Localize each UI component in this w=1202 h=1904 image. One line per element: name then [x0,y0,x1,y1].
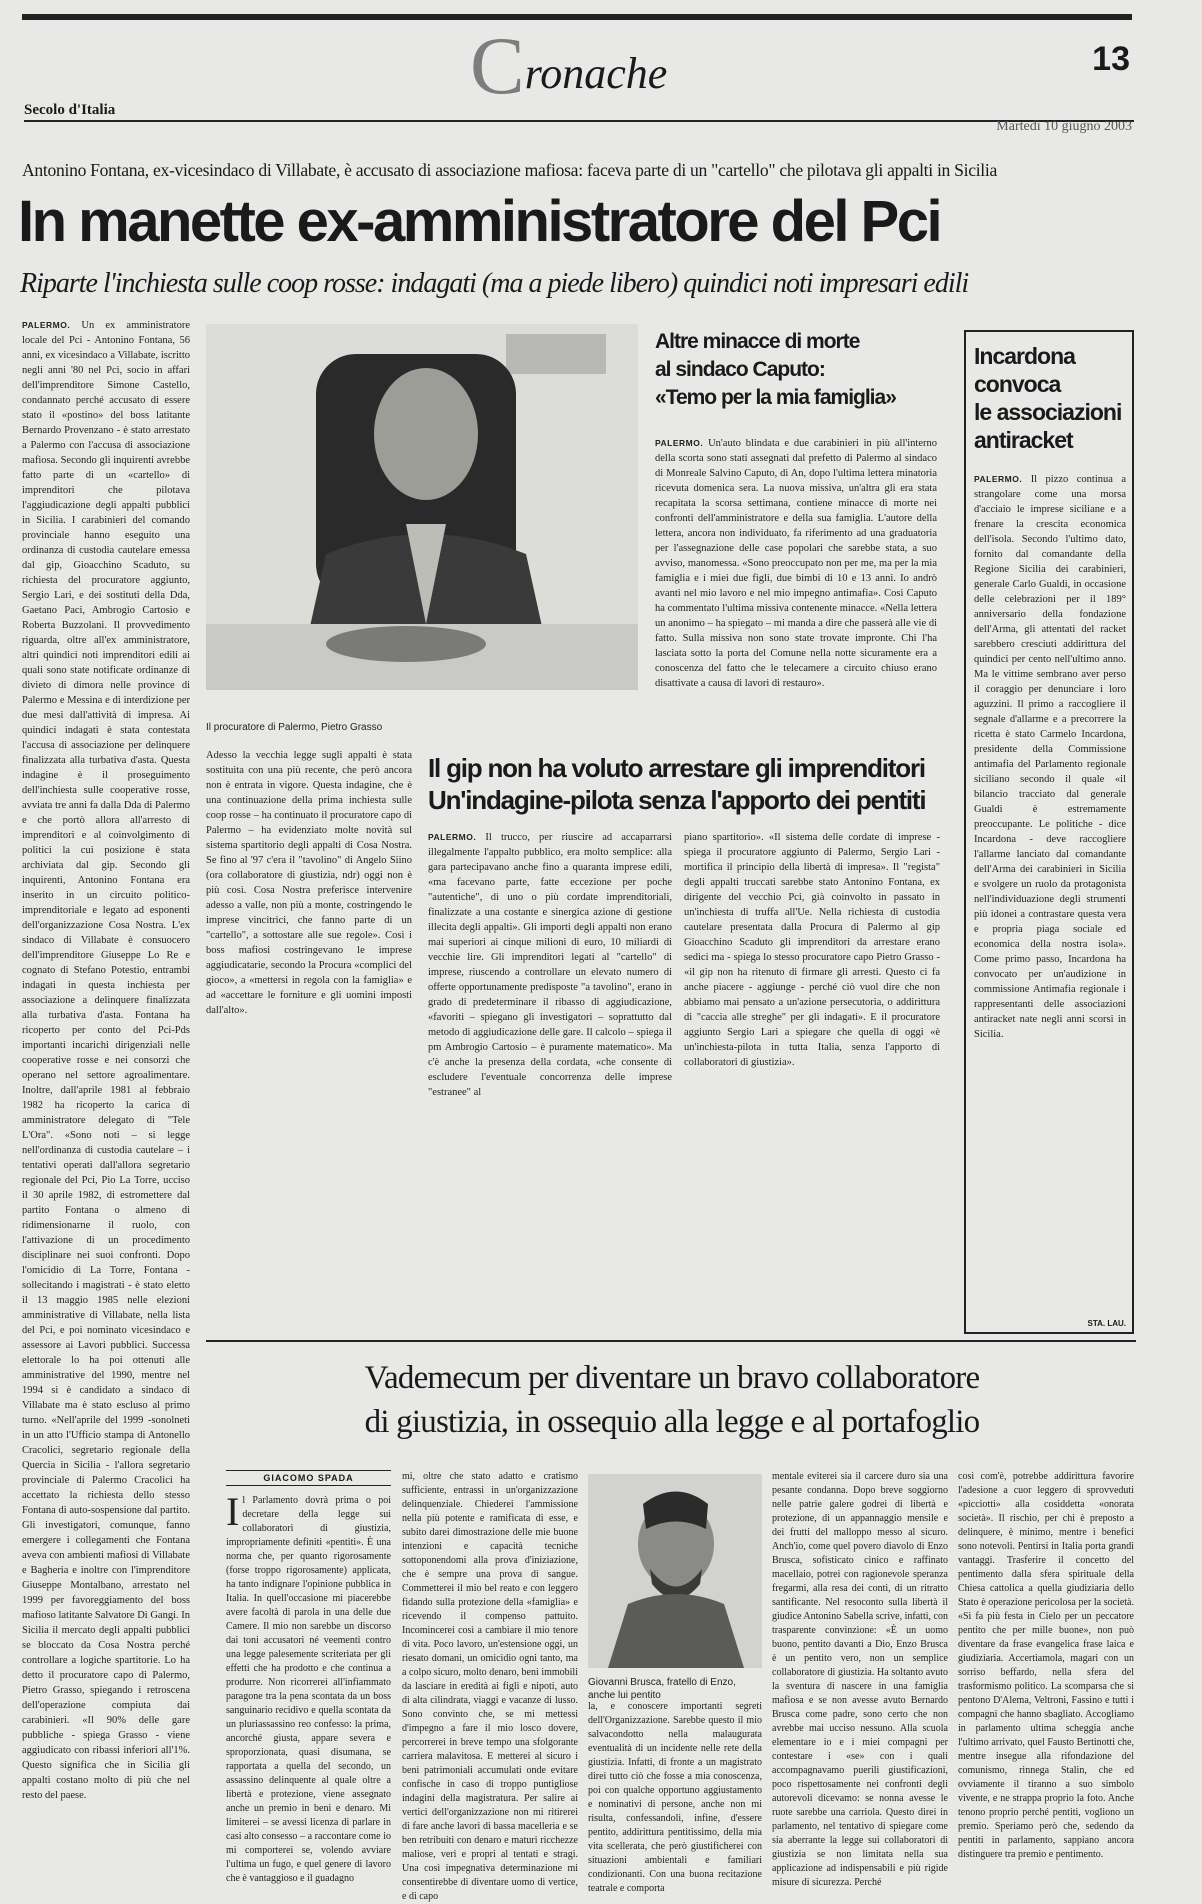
photo-giovanni-brusca [588,1474,762,1668]
kicker: Antonino Fontana, ex-vicesindaco di Villabate, è accusato di associazione mafiosa: faceva parte di un "cartello" che pilotava gli appalti in Sicilia [22,160,997,180]
gip-col1-text: Il trucco, per riuscire ad accaparrarsi illegalmente l'appalto pubblico, era molto semplice: alla gara partecipavano anche fino a quaranta imprese edili, «ma facevano parte, fatte eccezione per poche "autentiche", di uno o più cordate imprenditoriali, finalizzate a una costante e sinergica azione di gestione illecita degli appalti». Gli importi degli appalti non erano mai superiori ai cinque milioni di euro, 10 miliardi di vecchie lire. Gli imprenditori legati al "cartello" di imprese, riuscendo a controllare un elevato numero di offerte opportunamente predisposte "a tavolino", erano in grado di predeterminare il ribasso di aggiudicazione, «favoriti – spiegano gli investigatori – soprattutto dal metodo di aggiudicazione delle gare. Il calcolo – spiega il pm Ambrogio Cartosio – è puramente matematico». Ma c'è anche la presenza della cordata, «che consente di escludere l'eventuale concorrenza delle imprese "estranee" al [428,832,673,1098]
gip-headline-2: Un'indagine-pilota senza l'apporto dei pentiti [428,785,926,815]
gip-col2: piano spartitorio». «Il sistema delle cordate di imprese - spiega il procuratore aggiunto di Palermo, Sergio Lari - mortifica il principio della libertà di impresa». Il "regista" degli appalti truccati sarebbe stato Antonino Fontana, ex dirigente del vecchio Pci, già coinvolto in passato in un'inchiesta di truffa all'Ue. Nella richiesta di custodia cautelare presentata dalla Procura di Palermo al gip Gioacchino Scaduto gli imprenditori da arrestare erano sedici ma - spiega lo stesso procuratore capo Pietro Grasso - «il gip non ha ritenuto di firmare gli arresti. Questo ci fa anche piacere - aggiunge - perché ciò vuol dire che non abbiamo mai pensato a un'azione persecutoria, o addirittura di "caccia alle streghe" per gli indagati». E il procuratore aggiunto Sergio Lari a spiegare che quella di oggi «è un'inchiesta-pilota in tutta Italia, senza l'apporto di collaboratori di giustizia». [684,832,940,1068]
dropcap: I [226,1489,240,1534]
byline: GIACOMO SPADA [263,1473,354,1483]
subheadline: Riparte l'inchiesta sulle coop rosse: indagati (ma a piede libero) quindici noti impresari edili [20,268,969,299]
incardona-box [964,330,1134,1334]
vademecum-headline-1: Vademecum per diventare un bravo collaboratore [364,1360,980,1396]
photo-caption-brusca [588,1676,762,1702]
vademecum-col1 [226,1489,391,1884]
vademecum-col5: così com'è, potrebbe addirittura favorire l'adesione a cuor leggero di sprovveduti «picciotti» alla cosiddetta «onorata società». Il rischio, per chi è preposto a delinquere, è minimo, mentre i benefici sono notevoli. Pentirsi in Italia porta grandi vantaggi. Trasferire il concetto del pentimento dalla sfera spirituale della Chiesa cattolica a quella giudiziaria dello Stato è operazione pericolosa per la società. «Si fa più festa in Cielo per un peccatore pentito che per mille buone», non può diventare da frase evangelica frase laica e giudiziaria. Accertiamola, magari con un sorriso beffardo, nella sfera del trasformismo politico. La scomparsa che si pentono D'Alema, Veltroni, Fassino e tutti i compagni che hanno sbagliato. Accogliamo in parlamento ultima scheggia anche l'ultimo arrivato, quel Fausto Bertinotti che, mentre insegue alla rifondazione del comunismo, rinnega Stalin, che ed ovviamente il tiranno a suo simbolo vivente, e ne strappa proprio la foto. Anche tenono proprio perché pentiti, vogliono un premio. Speriamo però che, sedendo da pentiti in parlamento, sappiano ancora distinguere tra premio e pentimento. [958,1471,1134,1860]
section-initial: C [470,20,525,111]
caputo-headline-2: al sindaco Caputo: [655,358,825,381]
main-article-col1 [22,318,190,1801]
caputo-article [655,328,937,726]
incardona-signature: STA. LAU. [1087,1319,1126,1328]
incardona-body: Il pizzo continua a strangolare come una morsa d'acciaio le imprese siciliane e a frenare la crescita economica dell'isola. Secondo l'ultimo dato, fornito dal comandante della Regione Sicilia dei carabinieri, generale Carlo Gualdi, in occasione delle celebrazioni per il 189° anniversario della fondazione dell'Arma, gli attentati del racket sarebbero cresciuti addirittura del quindici per cento nell'ultimo anno. Ma le vittime sembrano aver perso il coraggio per denunciare i loro aguzzini. Il primo a raccogliere il segnale d'allarme e a precorrere la ricetta è stato Carmelo Incardona, presidente della Commissione antimafia del Parlamento regionale siciliano secondo il quale «il bilancio tracciato dal generale Gualdi è estremamente preoccupante. Le politiche - dice Incardona - deve raccogliere l'allarme lanciato dal comandante dell'Arma dei carabinieri in Sicilia e svolgere un ruolo da protagonista nell'individuazione degli strumenti più idonei a contrastare questa vera e propria piaga sociale ed economica della nostra isola». Come primo passo, Incardona ha convocato per un'audizione in commissione Antimafia regionale i rappresentanti delle associazioni antiracket nate negli anni scorsi in Sicilia. [974,474,1127,1040]
photo-caption-grasso: Il procuratore di Palermo, Pietro Grasso [206,722,383,733]
incardona-text [974,472,1126,1317]
page-number: 13 [1092,40,1130,78]
incardona-headline-1: Incardona [974,343,1075,369]
vademecum-col1-text: l Parlamento dovrà prima o poi decretare della legge sui collaboratori di giustizia, impropriamente definiti «pentiti». È una norma che, per quanto rigorosamente (forse troppo rigorosamente) applicata, ha tanto indignare l'opinione pubblica in Italia. In quell'occasione mi piacerebbe avere facoltà di parola in una delle due Camere. Il mio non sarebbe un discorso dai toni accusatori né veementi contro una legge palesemente scriteriata per gli effetti che ha prodotto e che continua a produrre. Non ricorrerei all'infiammato paragone tra la pena scontata da un boss sanguinario recidivo e quella scontata da un pluriassassino reo confesso: la prima, ancorché giusta, appare severa e sproporzionata, quasi disumana, se rapportata a quella del secondo, un assassino delinquente al quale oltre a libertà e protezione, viene assegnato anche un premio in beni e denaro. Mi limiterei – se avessi licenza di parlare in casi alto consesso – a raccontare come io mi comporterei se, volendo avviare l'ultima un fugo, e quel genere di lavoro che è vantaggioso e il guadagno [226,1495,391,1884]
gip-col1 [428,830,672,1330]
incardona-headline-4: antiracket [974,427,1073,453]
incardona-headline-2: convoca [974,371,1061,397]
incardona-dateline: PALERMO. [974,474,1023,484]
caputo-headline-1: Altre minacce di morte [655,330,860,353]
brusca-portrait-illustration [588,1474,762,1668]
section-title [470,20,668,111]
vademecum-col4: mentale eviterei sia il carcere duro sia una pesante condanna. Dopo breve soggiorno nelle patrie galere godrei di libertà e protezione, di un appannaggio mensile e dei frutti del malloppo messo al sicuro. Anch'io, come quel povero diavolo di Enzo Brusca, sofisticato cinico e raffinato macellaio, potrei con ragionevole speranza fregarmi, alla resa dei conti, di un ritratto santificante. Nel resoconto sulla libertà il giudice Antonino Sabella scrive, infatti, con trasparente convinzione: «È un uomo buono, pentito davanti a Dio, Enzo Brusca è un pentito vero, non un semplice collaboratore di giustizia. Ha soltanto avuto la sventura di nascere in una famiglia mafiosa e se non avesse avuto Bernardo Brusca come padre, sono certo che non avrebbe mai ucciso nessuno. Alla scuola elementare io e i miei compagni per contestare i «se» con i quali accompagnavamo puerili giustificazioni, poco rispettosamente nei confronti degli autorevoli dicevamo: se nonna avesse le ruote sarebbe una carriola. Questo direi in parlamento, nel tentativo di spiegare come sia aberrante la legge sui collaboratori di giustizia se non limitata nella sua applicazione ad indispensabili e più rigide misure di sicurezza. Perché [772,1471,948,1888]
vademecum-col2: mi, oltre che stato adatto e cratismo sufficiente, entrassi in un'organizzazione delinquenziale. Chiederei l'ammissione nella più potente e ramificata di esse, e subito darei dimostrazione delle mie buone intenzioni e capacità tecniche sottoponendomi alla prova d'iniziazione, che è sempre una prova di sangue. Commetterei il mio bel reato e con leggero fidando sulla protezione della «famiglia» e ricevendo il compenso pattuito. Incomincerei così a cambiare il mio tenore di vita. Poco lavoro, un'estensione oggi, un riesato domani, un omicidio ogni tanto, ma a colpo sicuro, molto denaro, beni immobili da lasciare in eredità ai figli e nipoti, auto di alta cilindrata, viaggi e vacanze di lusso. Sono convinto che, se mi mettessi d'impegno a fare il mio losco dovere, percorrerei in breve tempo una sfolgorante carriera malavitosa. E metterei al sicuro i beni patrimoniali accumulati onde evitare confische in caso di troppo puntigliose indagini della magistratura. Per salire ai vertici dell'organizzazione non mi ritirerei di fare anche lavori di bassa macelleria e se ben retribuiti con denaro e maturi ricchezze maliose, veri e propri al tentati e stragi. Una così impegnativa determinazione mi consentirebbe di diventare uomo di vertice, e di capo [402,1471,578,1902]
incardona-headline-3: le associazioni [974,399,1122,425]
caputo-text [655,436,937,726]
vademecum-headline-2: di giustizia, in ossequio alla legge e al portafoglio [364,1404,980,1440]
main-article-text: Un ex amministratore locale del Pci - Antonino Fontana, 56 anni, ex vicesindaco a Villabate, iscritto negli anni '80 nel Pci, socio in affari dell'imprenditore Simone Castello, condannato perché accusato di essere stato il «postino» del boss latitante Bernardo Provenzano - è stato arrestato a Palermo con l'accusa di associazione mafiosa. Secondo gli inquirenti avrebbe fatto parte di un «cartello» di imprenditori che pilotava l'aggiudicazione degli appalti pubblici in Sicilia. I carabinieri del comando provinciale hanno eseguito una ordinanza di custodia cautelare emessa dal gip, Gioacchino Scaduto, su richiesta del procuratore aggiunto, Sergio Lari, e dei sostituti della Dda, Gaetano Paci, Ambrogio Cartosio e Roberta Buzzolani. Il provvedimento riguarda, oltre all'ex amministratore, altri quindici noti imprenditori edili ai quali sono state notificate ordinanze di divieto di dimora nelle province di Palermo e Messina e di interdizione per due mesi dall'attività di impresa. Ai quindici indagati è stata contestata l'accusa di associazione per delinquere finalizzata alla turbativa d'asta. Questa indagine è il proseguimento dell'inchiesta sulle cooperative rosse, avviata tre anni fa dalla Dda di Palermo e che portò allora all'arresto di imprenditori e al coinvolgimento di politici la cui posizione è stata archiviata dal gip. Secondo gli inquirenti, Antonino Fontana era inserito in un circuito politico-imprenditoriale e legato ad esponenti dell'organizzazione Cosa Nostra. L'ex sindaco di Villabate è consuocero dell'imprenditore Giuseppe Lo Re e cognato di Stefano Potestio, entrambi indagati in questa inchiesta per associazione a delinquere finalizzata alla turbativa d'asta. Fontana ha ricoperto per conto del Pci-Pds importanti incarichi dirigenziali nelle cooperative rosse e nei consorzi che operano nel settore agroalimentare. Inoltre, dall'aprile 1981 al febbraio 1982 ha ricoperto la carica di amministratore delegato di "Tele L'Ora". «Sono noti – si legge nell'ordinanza di custodia cautelare – i tentativi operati dall'allora segretario regionale del Pci, Pio La Torre, ucciso il 30 aprile 1982, di estromettere dal partito Fontana o almeno di ridimensionarne il ruolo, con l'attivazione di un procedimento disciplinare nei suoi confronti. Dopo l'omicidio di La Torre, Fontana - sollecitando i magistrati - è stato eletto il 13 maggio 1985 nelle elezioni amministrative di Villabate, nella lista del Pci, e poi nominato vicesindaco e assessore ai Lavori pubblici. Successa elettorale lo ha poi ottenuti alle amministrative del 1990, mentre nel 1994 si è candidato a sindaco di Villabate ma è stato escluso al primo turno. «Nell'aprile del 1999 -sonolneti in un atto l'Ufficio stampa di Antonello Cracolici, segretario regionale della Quercia in Sicilia - l'allora segretario provinciale di Palermo Cracolici ha accettato la richiesta dello stesso Fontana di auto-sospensione dal partito. Gli investigatori, comunque, fanno emergere i collegamenti che Fontana aveva con ambienti mafiosi di Villabate e Bagheria e inoltre con l'imprenditore Giuseppe Montalbano, arrestato nel 1999 per favoreggiamento del boss mafioso latitante Salvatore Di Gangi. In Sicilia il mercato degli appalti pubblici se bloccato da Cosa Nostra perché controllare a logiche spartitorie. Lo ha detto il procuratore capo di Palermo, Pietro Grasso, spiegando i retroscena dell'operazione compiuta dai carabinieri. «Il 90% delle gare pubbliche - spiega Grasso - viene aggiudicato con ribassi inferiori all'1%. Questo significa che in Sicilia gli appalti costano molto di più che nel resto del paese. [22,320,190,1801]
dateline: PALERMO. [22,320,71,330]
photo-pietro-grasso [206,324,638,690]
caputo-headline-3: «Temo per la mia famiglia» [655,386,896,409]
byline-box [226,1470,391,1486]
portrait-illustration [206,324,638,690]
photo-caption-brusca-text: Giovanni Brusca, fratello di Enzo, anche lui pentito [588,1677,736,1701]
caputo-dateline: PALERMO. [655,438,704,448]
vademecum-col3-bottom: la, e conoscere importanti segreti dell'Organizzazione. Sarebbe questo il mio salvacondotto nella malaugurata eventualità di un incidente nelle rete della giustizia. Infatti, di fronte a un magistrato direi tutto ciò che fosse a mia conoscenza, poi con qualche opportuno aggiustamento e nominativi di persone, anche non mi risulta, confessandoli, infine, d'essere pentito, addirittura pentitissimo, della mia vita scellerata, che però giustificherei con situazioni ambientali e familiari condizionanti. Con una buona recitazione teatrale e comporta [588,1701,762,1894]
issue-date: Martedì 10 giugno 2003 [996,119,1132,134]
main-headline: In manette ex-amministratore del Pci [18,189,941,254]
gip-dateline: PALERMO. [428,832,477,842]
section-rest: ronache [524,49,668,98]
gip-headline-1: Il gip non ha voluto arrestare gli imprenditori [428,753,925,783]
main-article-col2: Adesso la vecchia legge sugli appalti è stata sostituita con una più recente, che però ancora non è entrata in vigore. Questa indagine, che è una continuazione della prima inchiesta sulle coop rosse – ha continuato il procuratore capo di Palermo – ha evidenziato molte novità sul sistema spartitorio degli appalti di Cosa Nostra. Se fino al '97 c'era il "tavolino" di Angelo Siino (ora collaboratore di giustizia, ndr) oggi non è più così. Cosa Nostra preferisce intervenire adesso a valle, non più a monte, costringendo le imprese vincitrici, che fanno parte di un "cartello", a sottostare alle sue regole». Così i boss mafiosi costringevano le imprese aggiudicatarie, secondo la Procura «complici del gioco», a «mettersi in regola con la famiglia» e ad «accettare le forniture e gli uomini imposti dall'alto». [206,750,412,1016]
caputo-body: Un'auto blindata e due carabinieri in più all'interno della scorta sono stati assegnati dal prefetto di Palermo al sindaco di Monreale Salvino Caputo, di An, dopo l'ultima lettera minatoria ricevuta domenica sera. La nuova missiva, un'altra gli era stata recapitata la scorsa settimana, contiene minacce di morte nei confronti dell'amministratore e della sua famiglia. L'autore della lettera, ancora non individuato, fa riferimento ad una graduatoria per l'assegnazione delle case popolari che sarebbe stata, a suo avviso, manomessa. «Sono preoccupato non per me, ma per la mia famiglia e i miei due figli, due bimbi di 10 e 13 anni. Io andrò avanti nel mio lavoro e nel mio impegno antimafia». Così Caputo ha commentato l'ultima missiva contenente minacce. «Nella lettera un anonimo – ha spiegato – mi manda a dire che passerà alle vie di fatto. Sulla missiva non sono state trovate impronte. Chi l'ha lasciata sotto la porta del Comune nella notte sicuramente era a conoscenza del fatto che le telecamere a circuito chiuso erano disattivate a causa di lavori di restauro». [655,438,938,689]
paper-name: Secolo d'Italia [24,102,116,118]
